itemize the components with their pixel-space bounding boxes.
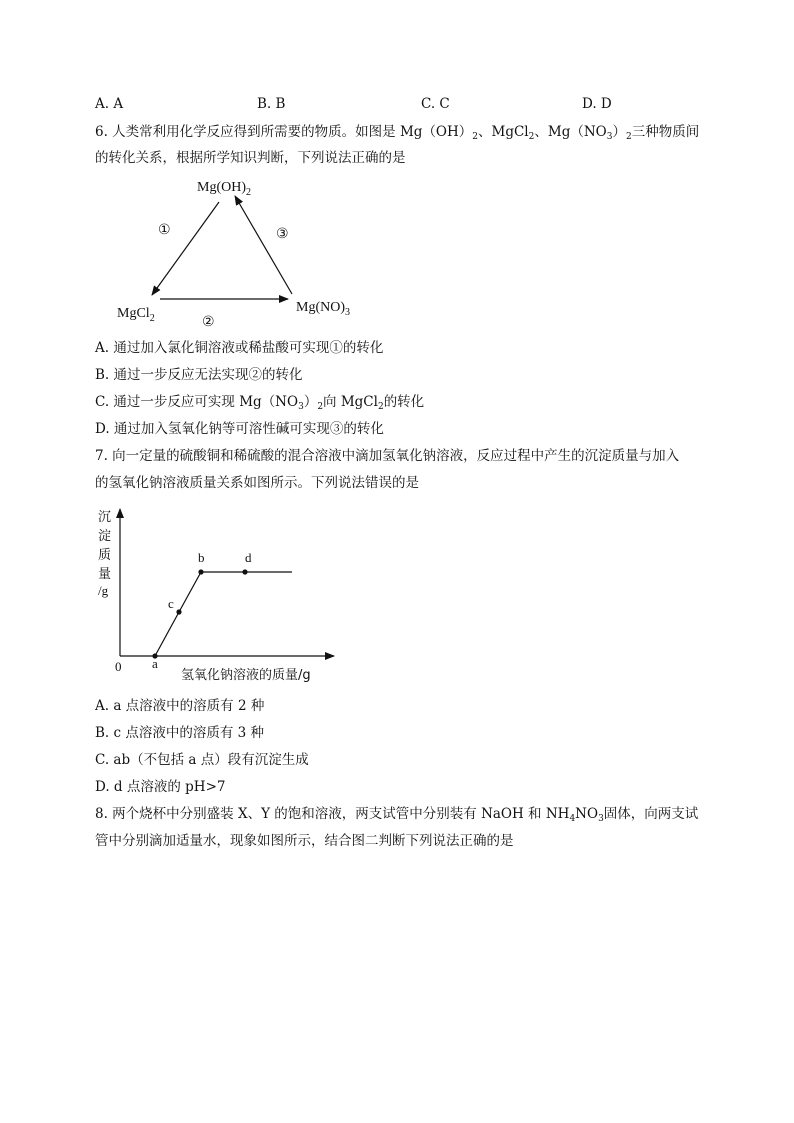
- subscript: 4: [569, 814, 576, 824]
- q6-stem-text: 6. 人类常利用化学反应得到所需要的物质。如图是 Mg（OH）: [95, 124, 473, 140]
- arrow-1: [152, 202, 219, 295]
- q7-option-b: B. c 点溶液中的溶质有 3 种: [95, 725, 265, 741]
- q6-conversion-diagram: [100, 170, 360, 335]
- y-axis-label: [98, 509, 111, 598]
- subscript: 2: [377, 402, 384, 412]
- q6-option-a: A. 通过加入氯化铜溶液或稀盐酸可实现①的转化: [95, 340, 384, 356]
- subscript: 2: [528, 132, 535, 142]
- q5-option-a: A. A: [95, 96, 124, 112]
- node-mgno3: $Mg(NO)_3$: [296, 300, 350, 318]
- label-d: d: [245, 550, 252, 565]
- subscript: 3: [298, 402, 304, 412]
- arrow-3: [235, 196, 292, 294]
- y-label-char: 质: [98, 547, 112, 562]
- label-1: ①: [158, 222, 171, 238]
- option-text: C. 通过一步反应可实现 Mg（NO: [95, 394, 299, 410]
- x-axis-label: 氢氧化钠溶液的质量/g: [181, 668, 311, 683]
- node-mgoh2: $Mg(OH)_2$: [197, 180, 251, 198]
- node-mgcl2: MgCl$_2$: [117, 306, 155, 324]
- q7-option-c: C. ab（不包括 a 点）段有沉淀生成: [95, 752, 309, 768]
- q6-stem-text: 、MgCl: [478, 124, 529, 140]
- subscript: 2: [317, 402, 324, 412]
- q6-option-d: D. 通过加入氢氧化钠等可溶性碱可实现③的转化: [95, 421, 384, 437]
- subscript: 2: [472, 132, 479, 142]
- q7-stem-line1: 7. 向一定量的硫酸铜和稀硫酸的混合溶液中滴加氢氧化钠溶液，反应过程中产生的沉淀质量与加入: [95, 448, 680, 464]
- q5-option-d: D. D: [582, 96, 612, 112]
- subscript: 3: [606, 132, 613, 142]
- q8-stem-line1: [95, 805, 698, 823]
- point-b: [198, 569, 203, 574]
- q5-option-c: C. C: [421, 96, 450, 112]
- option-text: ）: [303, 394, 318, 410]
- y-label-char: /g: [98, 583, 109, 598]
- q8-stem-text: NO: [575, 806, 599, 822]
- y-label-char: 淀: [98, 528, 112, 543]
- y-label-char: 量: [98, 566, 112, 581]
- origin-label: 0: [115, 659, 122, 674]
- q7-option-d: D. d 点溶液的 pH>7: [95, 779, 226, 795]
- q8-stem-text: 固体，向两支试: [603, 806, 699, 822]
- point-d: [242, 569, 247, 574]
- q6-stem-text: 三种物质间: [631, 124, 700, 140]
- label-b: b: [198, 550, 205, 565]
- q6-option-b: B. 通过一步反应无法实现②的转化: [95, 367, 303, 383]
- q6-option-c: [95, 393, 424, 411]
- q6-stem-line2: 的转化关系，根据所学知识判断，下列说法正确的是: [95, 150, 406, 166]
- point-c: [176, 609, 181, 614]
- label-2: ②: [202, 314, 215, 330]
- subscript: 3: [598, 814, 604, 824]
- q7-precipitate-chart: [92, 503, 342, 688]
- option-text: 向 MgCl: [323, 394, 378, 410]
- precipitate-curve: [155, 572, 292, 656]
- option-text: 的转化: [383, 394, 425, 410]
- q6-stem-text: ）: [612, 124, 626, 140]
- q6-stem-text: 、Mg（NO: [534, 124, 607, 140]
- q8-stem-text: 8. 两个烧杯中分别盛装 X、Y 的饱和溶液，两支试管中分别装有 NaOH 和 NH: [95, 806, 570, 822]
- label-c: c: [168, 596, 174, 611]
- label-a: a: [152, 656, 158, 671]
- subscript: 2: [625, 132, 632, 142]
- label-3: ③: [276, 226, 289, 242]
- q7-stem-line2: 的氢氧化钠溶液质量关系如图所示。下列说法错误的是: [95, 475, 419, 491]
- q6-stem-line1: [95, 123, 699, 141]
- y-label-char: 沉: [98, 509, 112, 524]
- q8-stem-line2: 管中分别滴加适量水，现象如图所示，结合图二判断下列说法正确的是: [95, 833, 514, 849]
- q5-option-b: B. B: [257, 96, 286, 112]
- q7-option-a: A. a 点溶液中的溶质有 2 种: [95, 698, 265, 714]
